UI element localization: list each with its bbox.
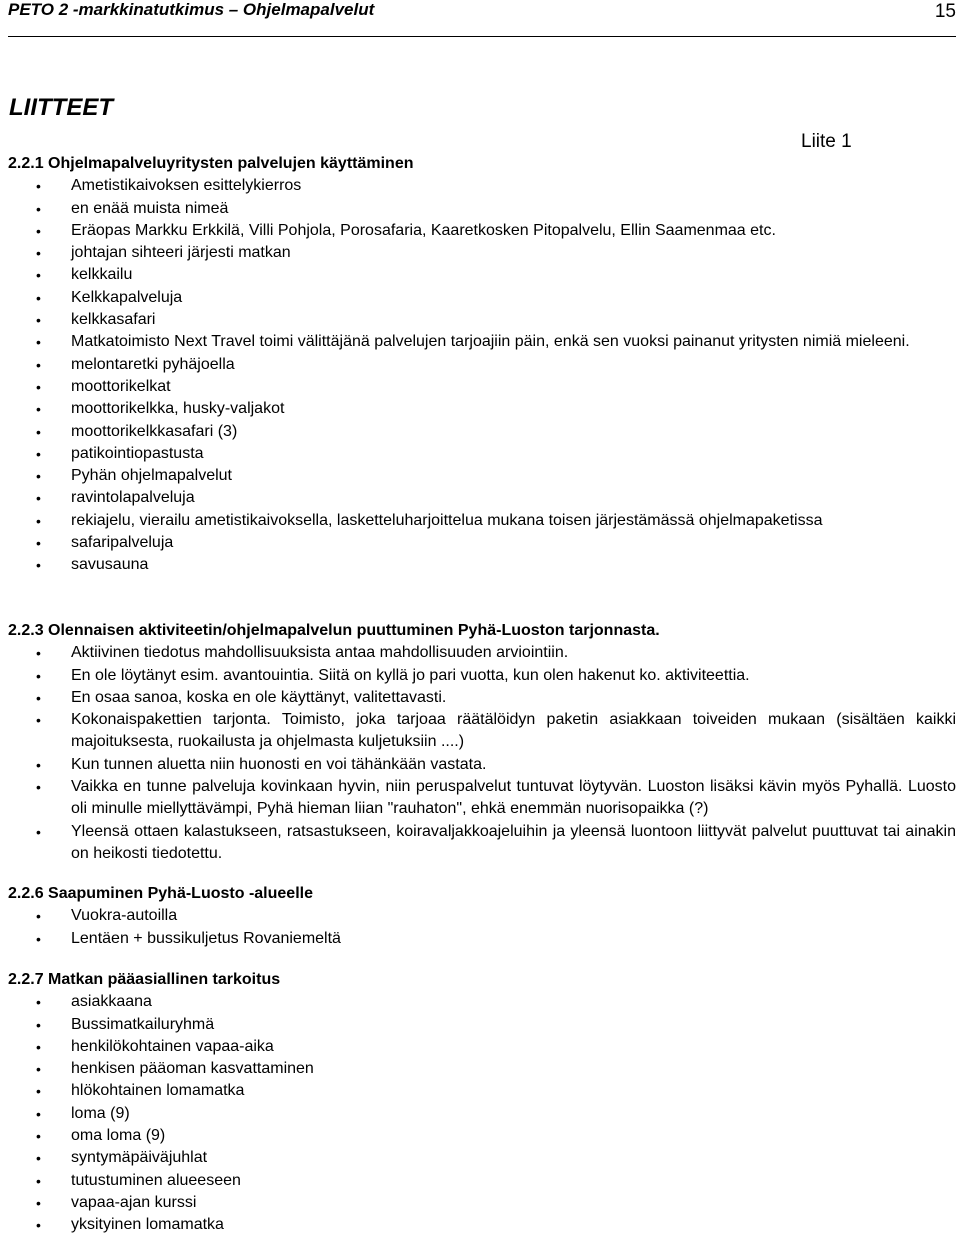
list-item: • safaripalveluja [8, 532, 956, 554]
bullet-list [8, 991, 956, 1236]
list-item: • en enää muista nimeä [8, 198, 956, 220]
appendices-heading: LIITTEET [9, 94, 113, 121]
list-item: • Kokonaispakettien tarjonta. Toimisto, joka tarjoaa räätälöidyn paketin asiakkaan toiveiden mukaan (sisältäen kaikki majoituksesta, ruokailusta ja ohjelmasta kuljetuksiin ....) [8, 709, 956, 754]
section-title: 2.2.3 Olennaisen aktiviteetin/ohjelmapalvelun puuttuminen Pyhä-Luoston tarjonnasta. [8, 622, 660, 639]
list-item: • Vaikka en tunne palveluja kovinkaan hyvin, niin peruspalvelut tuntuvat löytyvän. Luoston lisäksi kävin myös Pyhallä. Luosto oli minulle miellyttävämpi, Pyhä hieman liian "rauhaton", ehkä enemmän nuorisopaikka (?) [8, 776, 956, 821]
list-item: • Eräopas Markku Erkkilä, Villi Pohjola, Porosafaria, Kaaretkosken Pitopalvelu, Ellin Saamenmaa etc. [8, 220, 956, 242]
appendix-label: Liite 1 [801, 131, 852, 152]
list-item: • vapaa-ajan kurssi [8, 1192, 956, 1214]
bullet-list [8, 642, 956, 865]
bullet-list [8, 175, 956, 576]
list-item: • oma loma (9) [8, 1125, 956, 1147]
list-item: • kelkkailu [8, 264, 956, 286]
section-title: 2.2.7 Matkan pääasiallinen tarkoitus [8, 971, 281, 988]
list-item: • johtajan sihteeri järjesti matkan [8, 242, 956, 264]
section-title: 2.2.6 Saapuminen Pyhä-Luosto -alueelle [8, 885, 313, 902]
document-title: PETO 2 -markkinatutkimus – Ohjelmapalvelut [8, 0, 375, 19]
list-item: • ravintolapalveluja [8, 487, 956, 509]
section-2-2-3 [8, 620, 956, 865]
list-item: • savusauna [8, 554, 956, 576]
list-item: • En osaa sanoa, koska en ole käyttänyt, valitettavasti. [8, 687, 956, 709]
list-item: • Kun tunnen aluetta niin huonosti en voi tähänkään vastata. [8, 754, 956, 776]
section-2-2-6 [8, 883, 956, 950]
section-2-2-7 [8, 969, 956, 1237]
list-item: • rekiajelu, vierailu ametistikaivoksella, lasketteluharjoittelua mukana toisen järjestämässä ohjelmapaketissa [8, 510, 956, 532]
list-item: • melontaretki pyhäjoella [8, 354, 956, 376]
list-item: • yksityinen lomamatka [8, 1214, 956, 1236]
list-item: • moottorikelkka, husky-valjakot [8, 398, 956, 420]
list-item: • Vuokra-autoilla [8, 905, 956, 927]
list-item: • kelkkasafari [8, 309, 956, 331]
list-item: • loma (9) [8, 1103, 956, 1125]
list-item: • Lentäen + bussikuljetus Rovaniemeltä [8, 928, 956, 950]
list-item: • Bussimatkailuryhmä [8, 1014, 956, 1036]
list-item: • Pyhän ohjelmapalvelut [8, 465, 956, 487]
list-item: • asiakkaana [8, 991, 956, 1013]
list-item: • Matkatoimisto Next Travel toimi välittäjänä palvelujen tarjoajiin päin, enkä sen vuoksi painanut yritysten nimiä mieleeni. [8, 331, 956, 353]
list-item: • Kelkkapalveluja [8, 287, 956, 309]
list-item: • Yleensä ottaen kalastukseen, ratsastukseen, koiravaljakkoajeluihin ja yleensä luontoon liittyvät palvelut puuttuvat tai ainakin on heikosti tiedotettu. [8, 821, 956, 866]
list-item: • moottorikelkkasafari (3) [8, 421, 956, 443]
list-item: • henkilökohtainen vapaa-aika [8, 1036, 956, 1058]
bullet-list [8, 905, 956, 950]
list-item: • moottorikelkat [8, 376, 956, 398]
list-item: • syntymäpäiväjuhlat [8, 1147, 956, 1169]
page-number: 15 [934, 1, 956, 22]
section-2-2-1 [8, 153, 956, 577]
section-title: 2.2.1 Ohjelmapalveluyritysten palvelujen käyttäminen [8, 155, 414, 172]
list-item: • Aktiivinen tiedotus mahdollisuuksista antaa mahdollisuuden arviointiin. [8, 642, 956, 664]
list-item: • tutustuminen alueeseen [8, 1170, 956, 1192]
list-item: • hlökohtainen lomamatka [8, 1080, 956, 1102]
list-item: • Ametistikaivoksen esittelykierros [8, 175, 956, 197]
list-item: • En ole löytänyt esim. avantouintia. Siitä on kyllä jo pari vuotta, kun olen hakenut ko. aktiviteettia. [8, 665, 956, 687]
list-item: • patikointiopastusta [8, 443, 956, 465]
list-item: • henkisen pääoman kasvattaminen [8, 1058, 956, 1080]
page-header [8, 0, 956, 37]
